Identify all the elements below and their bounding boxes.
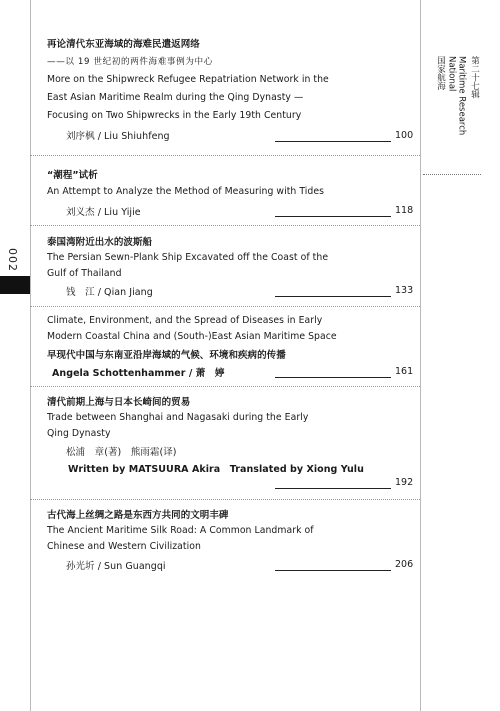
entry-en-title-line: Chinese and Western Civilization [47,541,201,552]
entry-page: 118 [395,205,414,216]
leader-rule [275,488,391,489]
entry-author: 刘序枫 / Liu Shiuhfeng [66,131,170,142]
leader-rule [275,377,391,378]
entry-page: 100 [395,130,414,141]
page-number: 002 [6,248,19,272]
entry-zh-title: 清代前期上海与日本长崎间的贸易 [47,397,191,408]
sidebar-dotted-line [423,174,481,175]
entry-zh-title: 早现代中国与东南亚沿岸海域的气候、环境和疾病的传播 [47,350,286,361]
entry-separator [30,306,420,307]
journal-chinese-title: 国家航海 [435,56,446,90]
entry-en-title-line: An Attempt to Analyze the Method of Measuring with Tides [47,186,325,197]
journal-english-line2: Maritime Research [456,56,467,136]
entry-en-title-line: Focusing on Two Shipwrecks in the Early 19th Century [47,110,302,121]
entry-author-zh: 松浦 章(著) 熊雨霜(译) [66,447,177,458]
entry-author: 孙光圻 / Sun Guangqi [66,561,166,572]
leader-rule [275,141,391,142]
leader-rule [275,570,391,571]
entry-separator [30,499,420,500]
entry-en-title-line: The Persian Sewn-Plank Ship Excavated off the Coast of the [47,252,329,263]
entry-zh-subtitle: ——以 19 世纪初的两件海难事例为中心 [47,57,213,67]
journal-sidebar [434,56,486,176]
journal-english-line1: National [446,56,457,92]
entry-author: 刘义杰 / Liu Yijie [66,207,141,218]
entry-author: Written by MATSUURA Akira Translated by Xiong Yulu [68,464,364,475]
entry-en-title-line: Trade between Shanghai and Nagasaki during the Early [47,412,309,423]
entry-page: 192 [395,477,414,488]
entry-author: Angela Schottenhammer / 萧 婷 [52,368,225,379]
entry-en-title-line: Climate, Environment, and the Spread of Diseases in Early [47,315,323,326]
entry-separator [30,225,420,226]
entry-en-title-line: Modern Coastal China and (South-)East Asian Maritime Space [47,331,337,342]
entry-page: 206 [395,559,414,570]
side-tab-marker [0,276,30,294]
leader-rule [275,296,391,297]
entry-en-title-line: East Asian Maritime Realm during the Qing Dynasty — [47,92,304,103]
entry-page: 133 [395,285,414,296]
entry-en-title-line: Gulf of Thailand [47,268,122,279]
entry-author: 钱 江 / Qian Jiang [66,287,153,298]
journal-volume: 第二十七辑 [469,56,480,99]
entry-zh-title: 泰国湾附近出水的波斯船 [47,237,153,248]
entry-zh-title: 再论清代东亚海域的海难民遣返网络 [47,39,200,50]
entry-en-title-line: The Ancient Maritime Silk Road: A Common Landmark of [47,525,314,536]
entry-zh-title: “潮程”试析 [47,170,98,181]
right-margin-line [420,0,421,711]
entry-zh-title: 古代海上丝绸之路是东西方共同的文明丰碑 [47,510,229,521]
left-margin-line [30,0,31,711]
leader-rule [275,216,391,217]
entry-en-title-line: More on the Shipwreck Refugee Repatriation Network in the [47,74,329,85]
entry-en-title-line: Qing Dynasty [47,428,111,439]
entry-separator [30,386,420,387]
entry-page: 161 [395,366,414,377]
entry-separator [30,155,420,156]
